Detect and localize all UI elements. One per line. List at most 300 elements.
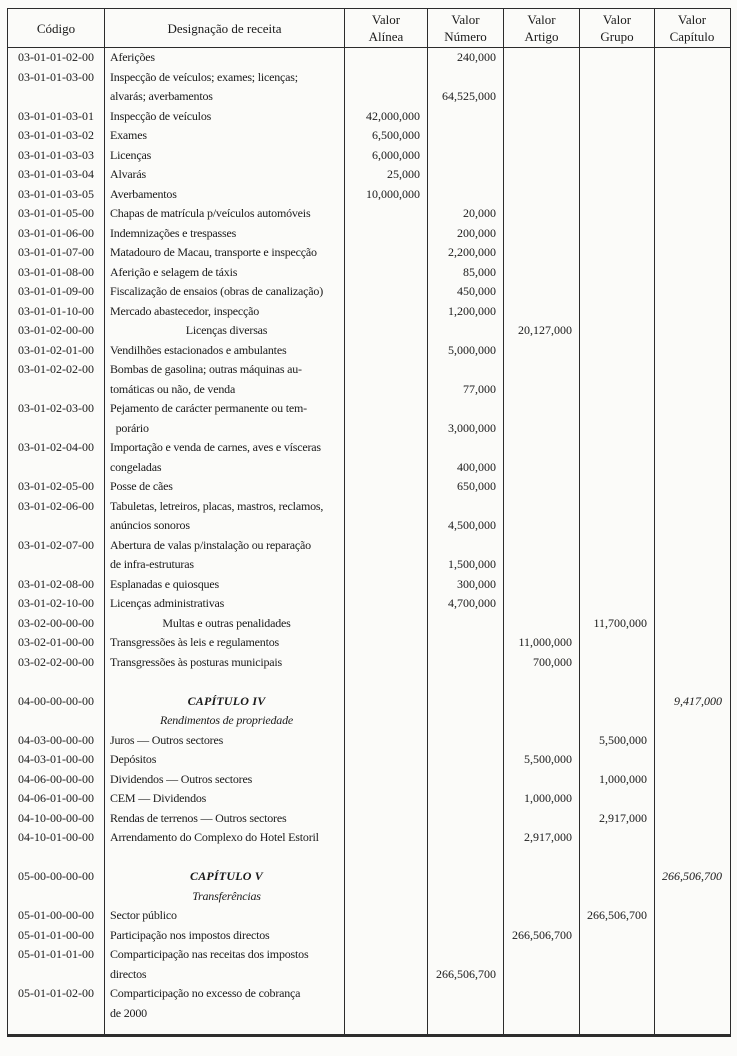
row-code: 03-01-02-01-00 — [18, 342, 94, 357]
value-numero-cell — [428, 809, 504, 829]
designation-line: Aferições — [110, 50, 155, 64]
row-code: 03-01-01-03-00 — [18, 69, 94, 84]
value-numero-cell — [428, 575, 504, 595]
designation-cell — [105, 906, 345, 926]
code-cell — [8, 477, 105, 497]
value-text: 2,917,000 — [524, 830, 572, 844]
designation-line: Fiscalização de ensaios (obras de canalização) — [110, 284, 324, 298]
value-grupo-cell — [580, 692, 655, 731]
value-numero-cell — [428, 731, 504, 751]
value-artigo-cell — [504, 243, 580, 263]
value-capitulo-cell — [655, 107, 729, 127]
value-capitulo-cell — [655, 809, 729, 829]
designation-cell — [105, 263, 345, 283]
table-row — [8, 750, 730, 770]
value-grupo-cell — [580, 224, 655, 244]
empty-cell — [345, 1023, 428, 1034]
empty-cell — [504, 1023, 580, 1034]
value-capitulo-cell — [655, 165, 729, 185]
row-code: 03-01-02-06-00 — [18, 498, 94, 513]
designation-line: Participação nos impostos directos — [110, 927, 270, 942]
col-header-codigo-label: Código — [36, 20, 76, 36]
value-grupo-cell — [580, 906, 655, 926]
row-code: 03-01-02-00-00 — [18, 323, 94, 337]
value-artigo-cell — [504, 185, 580, 205]
table-row — [8, 107, 730, 127]
designation-line: Transgressões às leis e regulamentos — [110, 635, 279, 649]
value-grupo-cell — [580, 48, 655, 68]
row-code: 03-02-01-00-00 — [18, 635, 94, 649]
value-grupo-cell — [580, 204, 655, 224]
value-text: 85,000 — [463, 264, 496, 279]
value-grupo-cell — [580, 185, 655, 205]
value-numero-cell — [428, 906, 504, 926]
value-artigo-cell — [504, 68, 580, 107]
value-alinea-cell — [345, 360, 428, 399]
table-row — [8, 828, 730, 848]
empty-cell — [8, 672, 105, 692]
col-header-label-line: Grupo — [600, 29, 634, 44]
table-row — [8, 945, 730, 984]
table-row — [8, 575, 730, 595]
row-code: 03-01-02-07-00 — [18, 537, 94, 552]
designation-cell — [105, 126, 345, 146]
value-artigo-cell — [504, 341, 580, 361]
value-text: 2,200,000 — [448, 245, 496, 259]
value-text: 5,500,000 — [599, 732, 647, 747]
value-alinea-cell — [345, 789, 428, 809]
value-numero-cell — [428, 341, 504, 361]
designation-cell — [105, 984, 345, 1023]
value-capitulo-cell — [655, 438, 729, 477]
row-code: 05-01-00-00-00 — [18, 908, 94, 922]
row-code: 03-01-02-02-00 — [18, 362, 94, 376]
table-row — [8, 224, 730, 244]
designation-line: Licenças administrativas — [110, 596, 225, 610]
document-page — [7, 8, 731, 1037]
row-code: 03-01-01-03-04 — [18, 167, 94, 181]
value-capitulo-cell — [655, 575, 729, 595]
code-cell — [8, 653, 105, 673]
value-capitulo-cell — [655, 126, 729, 146]
value-artigo-cell — [504, 750, 580, 770]
row-code: 03-01-01-09-00 — [18, 284, 94, 298]
value-text: 200,000 — [457, 225, 496, 240]
value-numero-cell — [428, 614, 504, 634]
table-row — [8, 438, 730, 477]
row-code: 03-01-01-10-00 — [18, 303, 94, 318]
designation-cell — [105, 360, 345, 399]
value-text: 25,000 — [387, 167, 420, 181]
designation-line: Pejamento de carácter permanente ou tem- — [110, 401, 307, 415]
value-text: 10,000,000 — [366, 186, 420, 201]
value-artigo-cell — [504, 107, 580, 127]
code-cell — [8, 302, 105, 322]
value-numero-cell — [428, 789, 504, 809]
designation-line: tomáticas ou não, de venda — [110, 381, 236, 396]
table-row — [8, 906, 730, 926]
col-header-designacao — [105, 9, 345, 47]
value-artigo-cell — [504, 477, 580, 497]
code-cell — [8, 906, 105, 926]
designation-cell — [105, 165, 345, 185]
revenue-table — [7, 8, 731, 1037]
value-artigo-cell — [504, 731, 580, 751]
designation-line: Dividendos — Outros sectores — [110, 771, 253, 786]
value-grupo-cell — [580, 594, 655, 614]
value-numero-cell — [428, 653, 504, 673]
value-text: 700,000 — [533, 654, 572, 669]
designation-cell — [105, 321, 345, 341]
value-artigo-cell — [504, 945, 580, 984]
empty-cell — [345, 848, 428, 868]
value-text: 1,500,000 — [448, 557, 496, 571]
table-row — [8, 204, 730, 224]
value-text: 266,506,700 — [436, 966, 496, 981]
value-text: 2,917,000 — [599, 810, 647, 825]
code-cell — [8, 536, 105, 575]
value-grupo-cell — [580, 789, 655, 809]
value-numero-cell — [428, 594, 504, 614]
designation-cell — [105, 536, 345, 575]
value-text: 77,000 — [463, 381, 496, 396]
value-text: 450,000 — [457, 284, 496, 298]
table-row — [8, 867, 730, 906]
designation-line: Depósitos — [110, 752, 157, 766]
value-grupo-cell — [580, 243, 655, 263]
value-alinea-cell — [345, 984, 428, 1023]
value-alinea-cell — [345, 146, 428, 166]
code-cell — [8, 341, 105, 361]
designation-cell — [105, 107, 345, 127]
value-text: 6,500,000 — [372, 128, 420, 142]
value-artigo-cell — [504, 984, 580, 1023]
value-capitulo-cell — [655, 282, 729, 302]
row-code: 03-01-02-03-00 — [18, 401, 94, 415]
value-artigo-cell — [504, 321, 580, 341]
value-alinea-cell — [345, 107, 428, 127]
value-capitulo-cell — [655, 204, 729, 224]
designation-line: Esplanadas e quiosques — [110, 576, 219, 591]
row-code: 04-10-00-00-00 — [18, 810, 94, 825]
value-artigo-cell — [504, 399, 580, 438]
value-numero-cell — [428, 204, 504, 224]
row-code: 03-01-02-10-00 — [18, 596, 94, 610]
value-alinea-cell — [345, 594, 428, 614]
empty-cell — [655, 672, 729, 692]
value-numero-cell — [428, 321, 504, 341]
value-artigo-cell — [504, 828, 580, 848]
designation-line: Comparticipação no excesso de cobrança — [110, 986, 301, 1000]
value-numero-cell — [428, 633, 504, 653]
value-text: 11,700,000 — [593, 615, 647, 630]
value-artigo-cell — [504, 360, 580, 399]
value-text: 240,000 — [457, 50, 496, 64]
value-text: 1,000,000 — [524, 791, 572, 805]
designation-line: Arrendamento do Complexo do Hotel Estoril — [110, 830, 319, 844]
code-cell — [8, 594, 105, 614]
empty-cell — [580, 672, 655, 692]
value-grupo-cell — [580, 341, 655, 361]
row-code: 04-03-01-00-00 — [18, 752, 94, 766]
value-capitulo-cell — [655, 497, 729, 536]
value-grupo-cell — [580, 438, 655, 477]
designation-cell — [105, 945, 345, 984]
designation-cell — [105, 497, 345, 536]
table-row — [8, 360, 730, 399]
value-capitulo-cell — [655, 828, 729, 848]
designation-cell — [105, 477, 345, 497]
value-capitulo-cell — [655, 341, 729, 361]
designation-line: Licenças — [110, 147, 152, 162]
value-alinea-cell — [345, 477, 428, 497]
table-row — [8, 497, 730, 536]
designation-line: Juros — Outros sectores — [110, 732, 224, 747]
value-text: 11,000,000 — [518, 635, 572, 649]
designation-line: Matadouro de Macau, transporte e inspecção — [110, 245, 317, 259]
value-grupo-cell — [580, 575, 655, 595]
row-code: 03-01-02-05-00 — [18, 479, 94, 493]
value-alinea-cell — [345, 633, 428, 653]
value-numero-cell — [428, 399, 504, 438]
value-alinea-cell — [345, 243, 428, 263]
value-artigo-cell — [504, 926, 580, 946]
designation-line: Averbamentos — [110, 186, 177, 201]
value-text: 5,500,000 — [524, 752, 572, 766]
table-row — [8, 243, 730, 263]
value-artigo-cell — [504, 536, 580, 575]
designation-line: porário — [110, 420, 149, 435]
col-header-valor-numero — [428, 9, 504, 47]
row-code: 03-02-02-00-00 — [18, 654, 94, 669]
value-grupo-cell — [580, 68, 655, 107]
value-artigo-cell — [504, 789, 580, 809]
value-numero-cell — [428, 107, 504, 127]
designation-cell — [105, 204, 345, 224]
value-capitulo-cell — [655, 48, 729, 68]
row-code: 03-02-00-00-00 — [18, 615, 94, 630]
code-cell — [8, 750, 105, 770]
designation-cell — [105, 341, 345, 361]
row-code: 04-06-00-00-00 — [18, 771, 94, 786]
col-header-label-line: Artigo — [524, 29, 559, 44]
designation-cell — [105, 594, 345, 614]
value-grupo-cell — [580, 926, 655, 946]
value-capitulo-cell — [655, 926, 729, 946]
code-cell — [8, 107, 105, 127]
designation-line: Inspecção de veículos — [110, 108, 212, 123]
value-grupo-cell — [580, 984, 655, 1023]
row-code: 05-01-01-00-00 — [18, 927, 94, 942]
designation-line: anúncios sonoros — [110, 518, 190, 532]
designation-line: Indemnizações e trespasses — [110, 225, 237, 240]
designation-line: CEM — Dividendos — [110, 791, 207, 805]
row-code: 03-01-01-05-00 — [18, 206, 94, 220]
designation-cell — [105, 770, 345, 790]
value-grupo-cell — [580, 399, 655, 438]
designation-line: Rendas de terrenos — Outros sectores — [110, 810, 287, 825]
empty-cell — [105, 1023, 345, 1034]
designation-line: Exames — [110, 128, 147, 142]
designation-line: Inspecção de veículos; exames; licenças; — [110, 69, 298, 84]
code-cell — [8, 360, 105, 399]
value-text: 64,525,000 — [442, 89, 496, 103]
value-capitulo-cell — [655, 263, 729, 283]
value-numero-cell — [428, 536, 504, 575]
col-header-valor-alinea — [345, 9, 428, 47]
value-text: 5,000,000 — [448, 342, 496, 357]
value-alinea-cell — [345, 692, 428, 731]
code-cell — [8, 614, 105, 634]
value-grupo-cell — [580, 867, 655, 906]
designation-line: de infra-estruturas — [110, 557, 194, 571]
value-alinea-cell — [345, 809, 428, 829]
table-row — [8, 653, 730, 673]
value-artigo-cell — [504, 497, 580, 536]
empty-cell — [8, 1023, 105, 1034]
row-code: 05-00-00-00-00 — [18, 869, 94, 883]
value-grupo-cell — [580, 107, 655, 127]
value-artigo-cell — [504, 438, 580, 477]
value-numero-cell — [428, 984, 504, 1023]
designation-cell — [105, 68, 345, 107]
empty-cell — [655, 848, 729, 868]
table-row — [8, 731, 730, 751]
table-row — [8, 165, 730, 185]
table-row — [8, 185, 730, 205]
spacer-row — [8, 848, 730, 868]
code-cell — [8, 146, 105, 166]
code-cell — [8, 867, 105, 906]
value-text: 6,000,000 — [372, 147, 420, 162]
value-numero-cell — [428, 126, 504, 146]
code-cell — [8, 68, 105, 107]
value-numero-cell — [428, 243, 504, 263]
designation-cell — [105, 48, 345, 68]
table-header — [8, 9, 730, 48]
value-text: 4,700,000 — [448, 596, 496, 610]
code-cell — [8, 692, 105, 731]
value-artigo-cell — [504, 867, 580, 906]
value-text: 1,000,000 — [599, 771, 647, 786]
col-header-label-line: Valor — [371, 12, 401, 27]
designation-cell — [105, 750, 345, 770]
value-alinea-cell — [345, 614, 428, 634]
row-code: 03-01-01-03-05 — [18, 186, 94, 201]
value-numero-cell — [428, 263, 504, 283]
value-alinea-cell — [345, 263, 428, 283]
designation-cell — [105, 302, 345, 322]
value-numero-cell — [428, 360, 504, 399]
value-text: 20,127,000 — [518, 323, 572, 337]
table-row — [8, 536, 730, 575]
table-row — [8, 146, 730, 166]
value-artigo-cell — [504, 224, 580, 244]
value-artigo-cell — [504, 126, 580, 146]
empty-cell — [504, 848, 580, 868]
code-cell — [8, 828, 105, 848]
value-numero-cell — [428, 282, 504, 302]
value-numero-cell — [428, 438, 504, 477]
designation-line: CAPÍTULO IV — [187, 693, 266, 708]
empty-cell — [428, 848, 504, 868]
value-text: 3,000,000 — [448, 420, 496, 435]
code-cell — [8, 926, 105, 946]
col-header-label-line: Valor — [527, 12, 556, 27]
value-numero-cell — [428, 224, 504, 244]
col-header-designacao-label: Designação de receita — [167, 20, 282, 36]
col-header-label-line: Alínea — [368, 29, 404, 44]
code-cell — [8, 243, 105, 263]
value-grupo-cell — [580, 731, 655, 751]
designation-line: Mercado abastecedor, inspecção — [110, 303, 260, 318]
designation-cell — [105, 575, 345, 595]
value-grupo-cell — [580, 809, 655, 829]
code-cell — [8, 48, 105, 68]
value-capitulo-cell — [655, 536, 729, 575]
table-row — [8, 302, 730, 322]
value-capitulo-cell — [655, 789, 729, 809]
value-numero-cell — [428, 828, 504, 848]
value-grupo-cell — [580, 497, 655, 536]
table-row — [8, 594, 730, 614]
col-header-label-line: Número — [444, 29, 487, 44]
value-alinea-cell — [345, 828, 428, 848]
value-capitulo-cell — [655, 770, 729, 790]
value-numero-cell — [428, 146, 504, 166]
value-alinea-cell — [345, 867, 428, 906]
row-code: 04-10-01-00-00 — [18, 830, 94, 844]
value-text: 42,000,000 — [366, 108, 420, 123]
value-artigo-cell — [504, 633, 580, 653]
row-code: 04-00-00-00-00 — [18, 693, 94, 708]
designation-line: Multas e outras penalidades — [162, 615, 291, 630]
value-artigo-cell — [504, 575, 580, 595]
table-row — [8, 321, 730, 341]
row-code: 05-01-01-01-00 — [18, 947, 94, 961]
value-numero-cell — [428, 926, 504, 946]
designation-cell — [105, 692, 345, 731]
designation-cell — [105, 731, 345, 751]
row-code: 04-06-01-00-00 — [18, 791, 94, 805]
row-code: 04-03-00-00-00 — [18, 732, 94, 747]
designation-line: alvarás; averbamentos — [110, 89, 213, 103]
code-cell — [8, 633, 105, 653]
value-alinea-cell — [345, 399, 428, 438]
value-text: 20,000 — [463, 206, 496, 220]
value-capitulo-cell — [655, 653, 729, 673]
value-grupo-cell — [580, 828, 655, 848]
value-grupo-cell — [580, 126, 655, 146]
col-header-label-line: Capítulo — [669, 29, 715, 44]
value-capitulo-cell — [655, 477, 729, 497]
designation-cell — [105, 867, 345, 906]
value-text: 9,417,000 — [674, 693, 722, 708]
value-grupo-cell — [580, 770, 655, 790]
empty-cell — [8, 848, 105, 868]
row-code: 03-01-02-08-00 — [18, 576, 94, 591]
table-row — [8, 633, 730, 653]
value-grupo-cell — [580, 165, 655, 185]
designation-line: Tabuletas, letreiros, placas, mastros, reclamos, — [110, 498, 324, 513]
value-alinea-cell — [345, 126, 428, 146]
value-numero-cell — [428, 867, 504, 906]
empty-cell — [580, 1023, 655, 1034]
value-capitulo-cell — [655, 243, 729, 263]
designation-line: CAPÍTULO V — [189, 869, 263, 883]
value-alinea-cell — [345, 438, 428, 477]
value-artigo-cell — [504, 614, 580, 634]
